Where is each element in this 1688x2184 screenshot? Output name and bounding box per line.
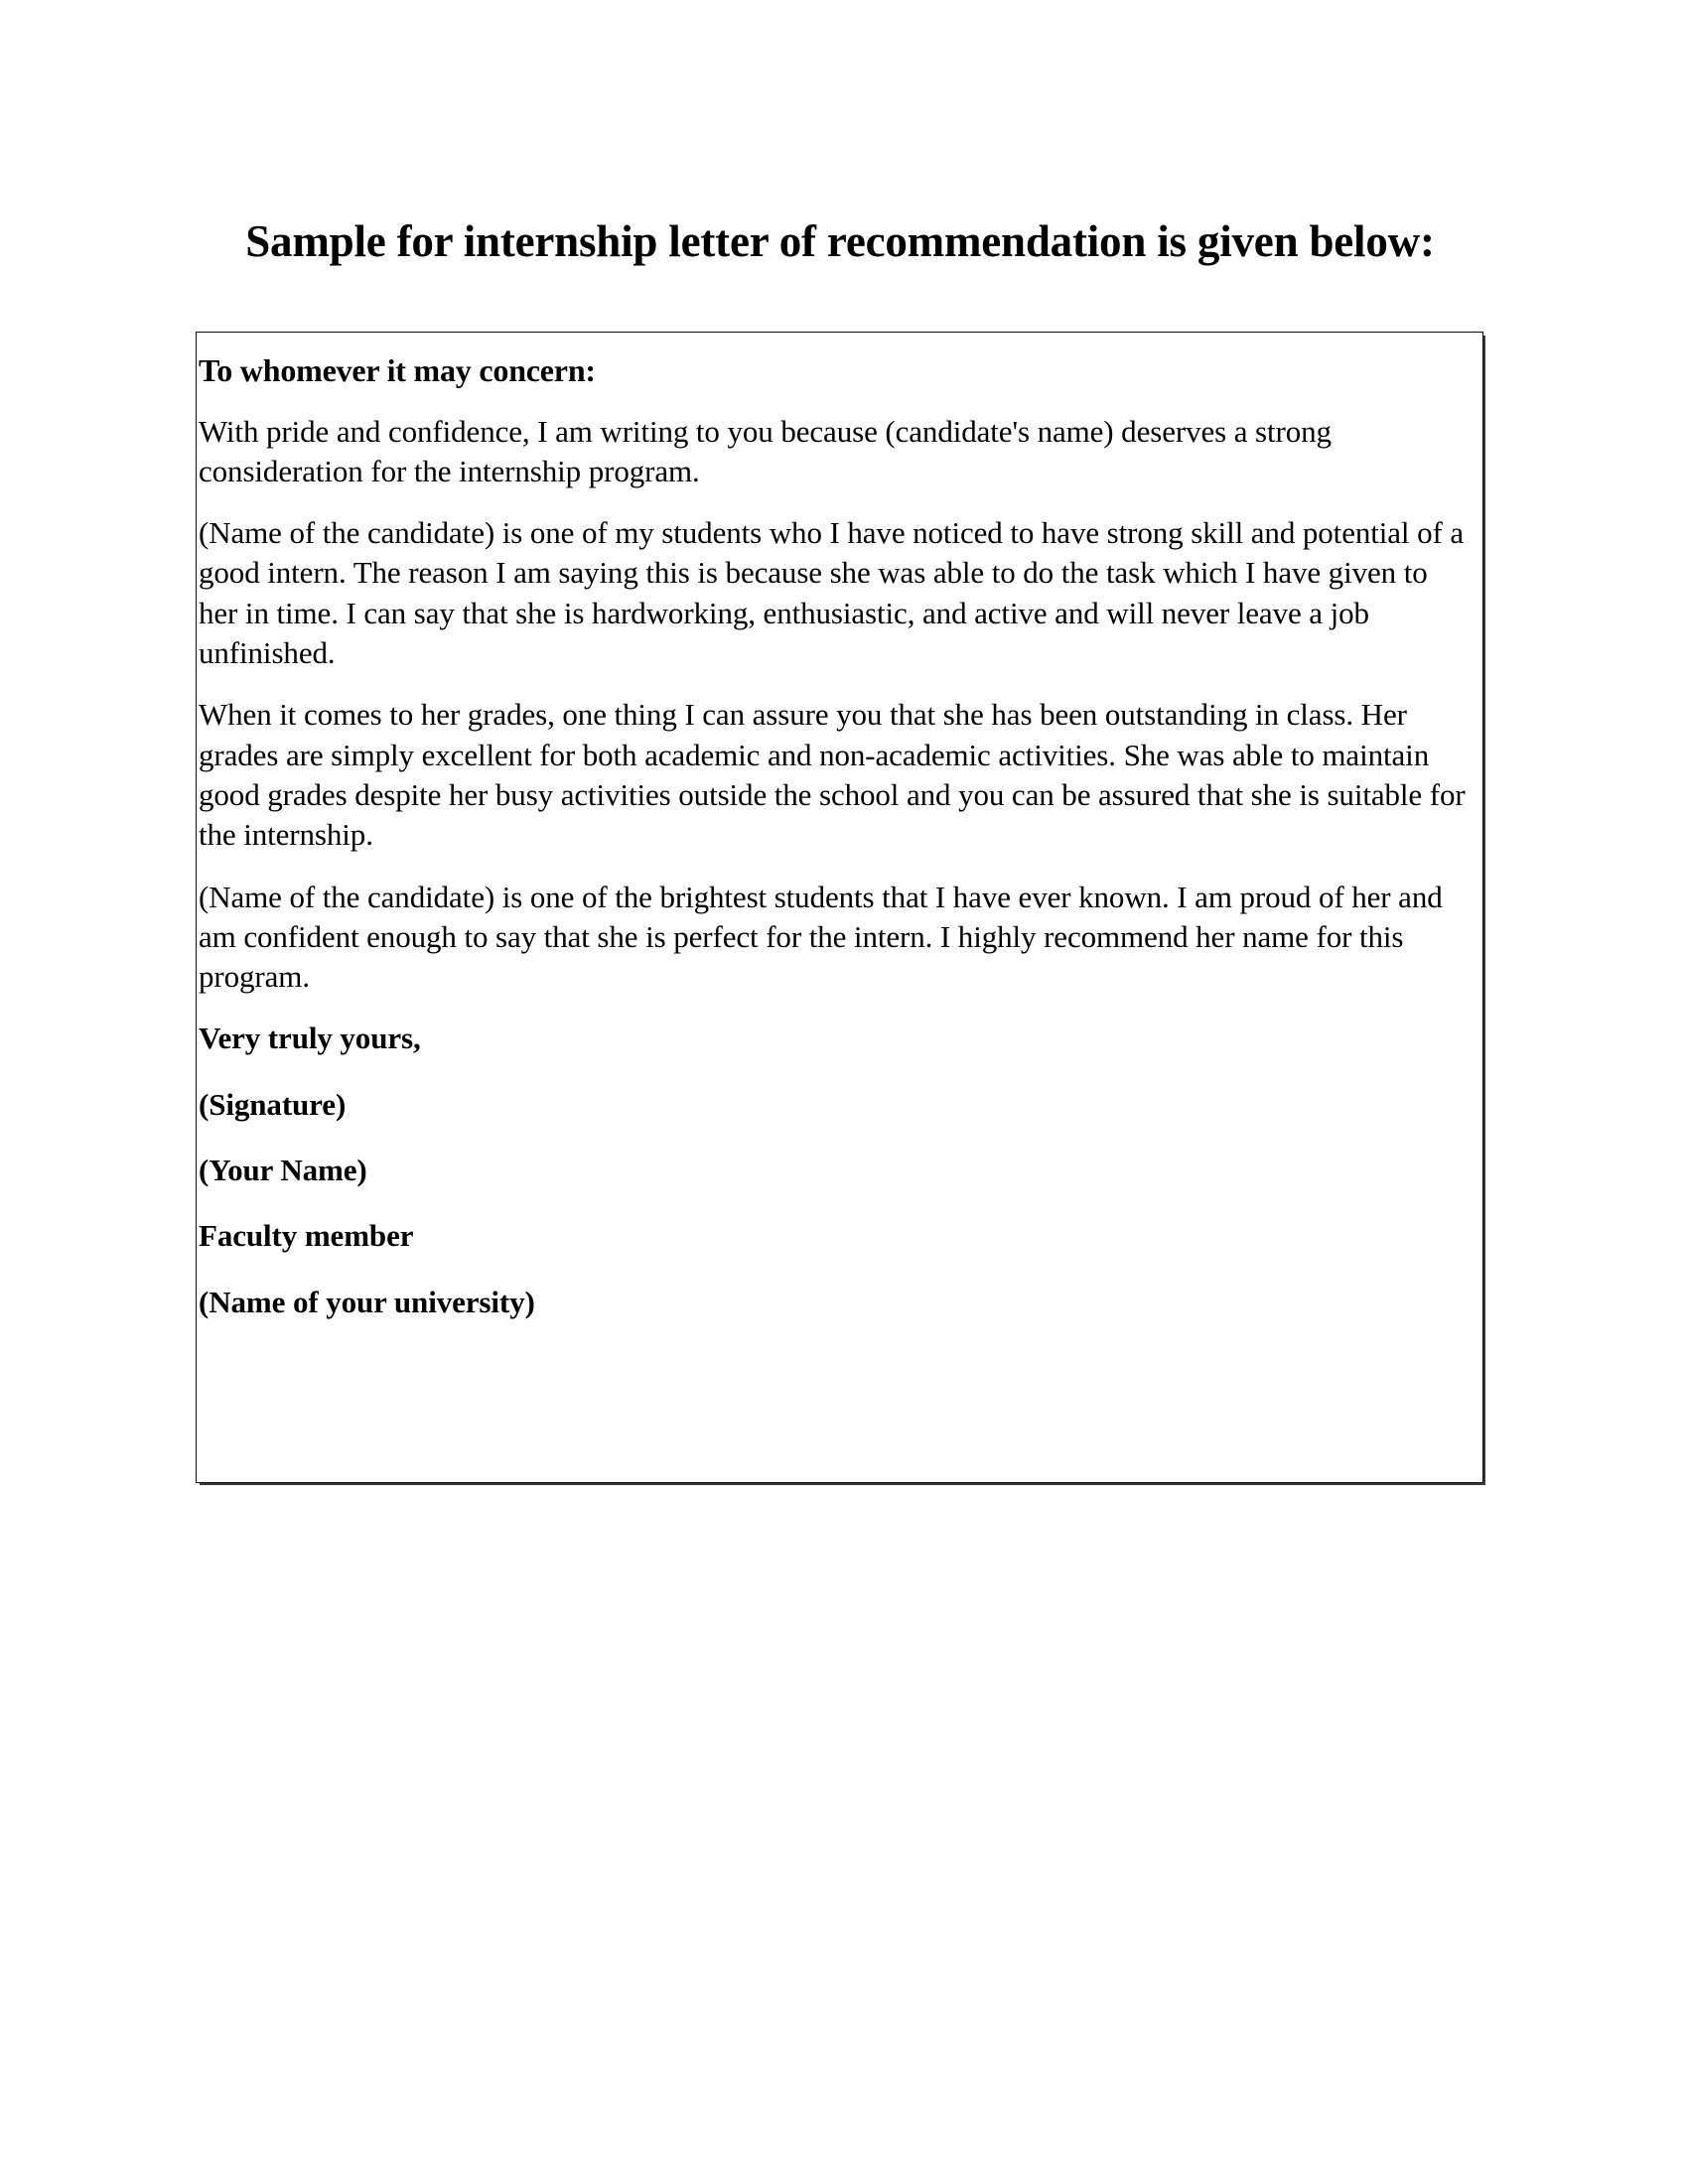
letter-closing-line: Very truly yours, bbox=[199, 1021, 421, 1056]
page-title: Sample for internship letter of recommendation is given below: bbox=[245, 216, 1435, 267]
letter-paragraph: (Name of the candidate) is one of the brightest students that I have ever known. I am proud of her and am confident enough to say that she is perfect for the intern. I highly recommend her name for this program. bbox=[199, 879, 1443, 995]
letter-sender-organization: (Name of your university) bbox=[199, 1284, 535, 1319]
letter-sender-name: (Your Name) bbox=[199, 1153, 367, 1188]
letter-sender-title: Faculty member bbox=[199, 1218, 414, 1254]
letter-paragraph: When it comes to her grades, one thing I can assure you that she has been outstanding in class. Her grades are simply excellent for both academic and non-academic activities. She was able to maintain good grades despite her busy activities outside the school and you can be assured that she is suitable for the internship. bbox=[199, 697, 1466, 853]
letter-paragraph: With pride and confidence, I am writing to you because (candidate's name) deserves a strong consideration for the internship program. bbox=[199, 413, 1332, 488]
letter-signature-placeholder: (Signature) bbox=[199, 1086, 347, 1122]
letter-body-box bbox=[196, 332, 1483, 1483]
letter-salutation: To whomever it may concern: bbox=[199, 352, 596, 388]
letter-content bbox=[197, 333, 1482, 1354]
letter-paragraph: (Name of the candidate) is one of my students who I have noticed to have strong skill and potential of a good intern. The reason I am saying this is because she was able to do the task which I have given to her in time. I can say that she is hardworking, enthusiastic, and active and will never leave a job unfinished. bbox=[199, 515, 1465, 671]
